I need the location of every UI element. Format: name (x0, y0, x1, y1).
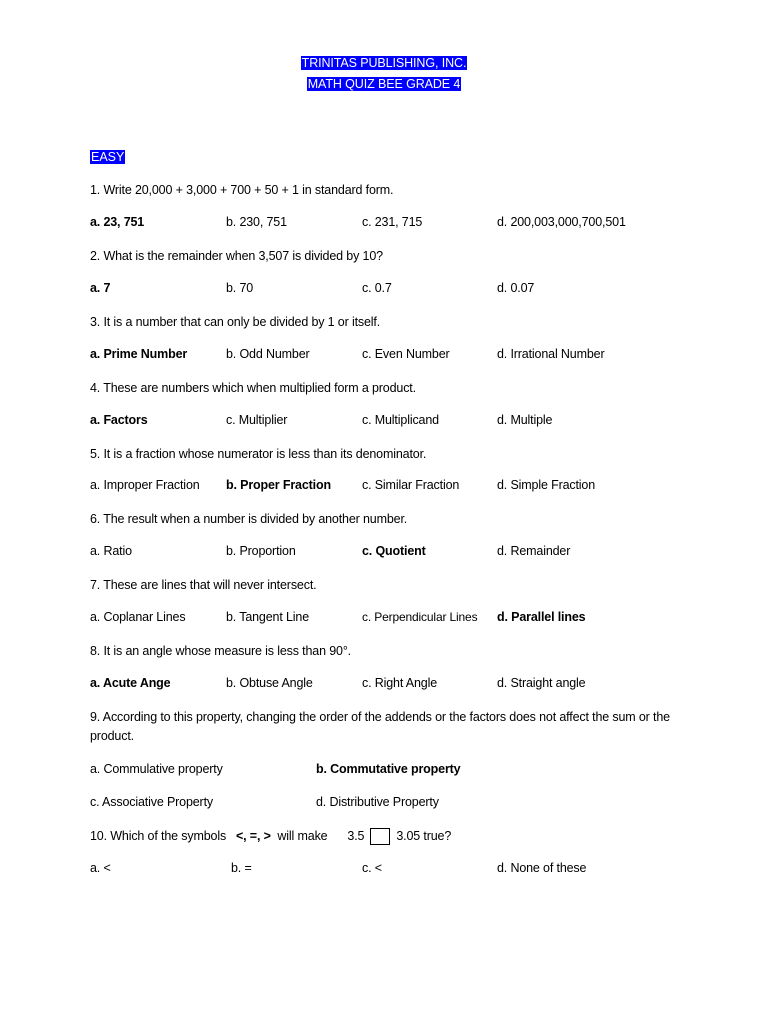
section-label: EASY (91, 150, 125, 164)
q6-option-a: a. Ratio (90, 544, 132, 558)
q7-option-c: c. Perpendicular Lines (362, 610, 478, 624)
q8-option-c: c. Right Angle (362, 676, 438, 690)
q4-option-d: d. Multiple (497, 413, 553, 427)
q9-option-a: a. Commulative property (90, 762, 223, 776)
q3-option-b: b. Odd Number (226, 347, 310, 361)
question-4: 4. These are numbers which when multiplied form a product. (90, 381, 416, 395)
q8-option-d: d. Straight angle (497, 676, 586, 690)
question-2: 2. What is the remainder when 3,507 is divided by 10? (90, 249, 383, 263)
question-7: 7. These are lines that will never intersect. (90, 578, 317, 592)
q10-option-d: d. None of these (497, 861, 587, 875)
q4-option-c: c. Multiplicand (362, 413, 439, 427)
q7-option-d: d. Parallel lines (497, 610, 586, 624)
q9-option-d: d. Distributive Property (316, 795, 439, 809)
q5-option-d: d. Simple Fraction (497, 478, 596, 492)
q7-option-b: b. Tangent Line (226, 610, 310, 624)
q6-option-c: c. Quotient (362, 544, 426, 558)
q10-symbols: <, =, > (236, 829, 271, 843)
q10-option-c: c. < (362, 861, 382, 875)
q6-option-d: d. Remainder (497, 544, 571, 558)
q8-option-b: b. Obtuse Angle (226, 676, 313, 690)
question-3: 3. It is a number that can only be divided by 1 or itself. (90, 315, 381, 329)
question-5: 5. It is a fraction whose numerator is less than its denominator. (90, 447, 427, 461)
quiz-title: MATH QUIZ BEE GRADE 4 (307, 77, 461, 91)
question-1: 1. Write 20,000 + 3,000 + 700 + 50 + 1 in standard form. (90, 183, 394, 197)
q10-option-b: b. = (231, 861, 252, 875)
q1-option-c: c. 231, 715 (362, 215, 423, 229)
q10-value-left: 3.5 (347, 829, 365, 843)
answer-box (370, 828, 390, 845)
q2-option-c: c. 0.7 (362, 281, 392, 295)
q3-option-a: a. Prime Number (90, 347, 188, 361)
q8-option-a: a. Acute Ange (90, 676, 171, 690)
q7-option-a: a. Coplanar Lines (90, 610, 186, 624)
q2-option-b: b. 70 (226, 281, 254, 295)
q10-value-right: 3.05 true? (396, 829, 452, 843)
question-10 (90, 827, 690, 846)
q5-option-a: a. Improper Fraction (90, 478, 200, 492)
q2-option-d: d. 0.07 (497, 281, 535, 295)
question-9: 9. According to this property, changing the order of the addends or the factors does not affect the sum or the product. (90, 710, 670, 743)
q1-option-d: d. 200,003,000,700,501 (497, 215, 626, 229)
q4-option-a: a. Factors (90, 413, 148, 427)
q5-option-b: b. Proper Fraction (226, 478, 331, 492)
q2-option-a: a. 7 (90, 281, 111, 295)
q1-option-a: a. 23, 751 (90, 215, 145, 229)
q4-option-b: c. Multiplier (226, 413, 288, 427)
q5-option-c: c. Similar Fraction (362, 478, 460, 492)
q3-option-c: c. Even Number (362, 347, 450, 361)
q6-option-b: b. Proportion (226, 544, 296, 558)
question-6: 6. The result when a number is divided by another number. (90, 512, 408, 526)
question-8: 8. It is an angle whose measure is less than 90°. (90, 644, 351, 658)
q1-option-b: b. 230, 751 (226, 215, 287, 229)
q10-text-middle: will make (277, 829, 328, 843)
q3-option-d: d. Irrational Number (497, 347, 605, 361)
q10-text-start: 10. Which of the symbols (90, 829, 227, 843)
q10-option-a: a. < (90, 861, 111, 875)
q9-option-b: b. Commutative property (316, 762, 461, 776)
publisher-title: TRINITAS PUBLISHING, INC. (301, 56, 467, 70)
q9-option-c: c. Associative Property (90, 795, 213, 809)
